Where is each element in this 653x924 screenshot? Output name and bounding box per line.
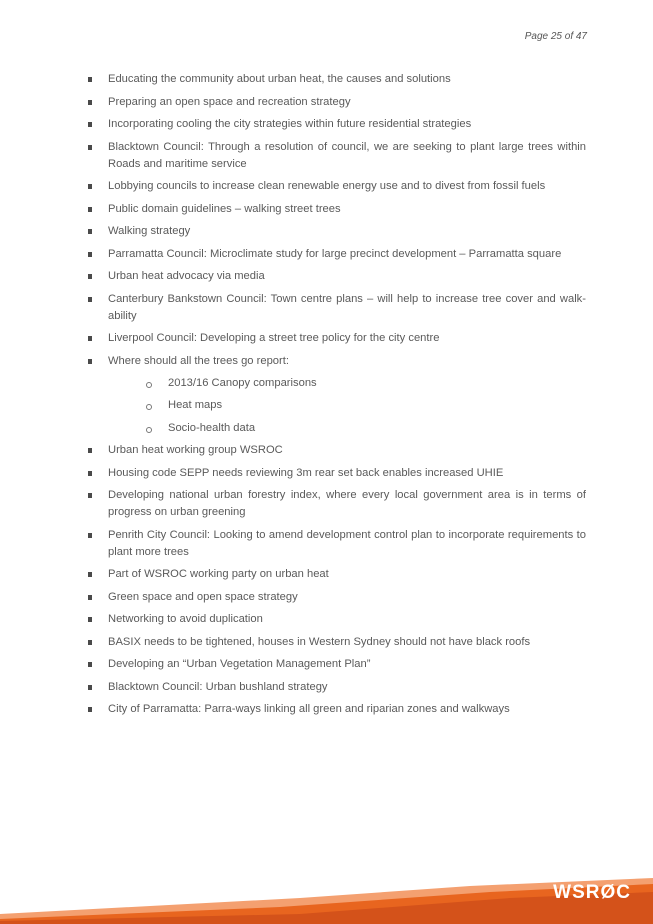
- list-item-text: City of Parramatta: Parra-ways linking all green and riparian zones and walkways: [108, 703, 510, 715]
- list-item-text: Where should all the trees go report:: [108, 354, 289, 367]
- list-item-text: Green space and open space strategy: [108, 590, 298, 603]
- list-item-text: Parramatta Council: Microclimate study for large precinct development – Parramatta square: [108, 247, 562, 260]
- list-item: [88, 679, 586, 696]
- sub-list-item-text: Heat maps: [168, 399, 223, 411]
- bullet-icon: [88, 640, 92, 645]
- list-item-text: Urban heat advocacy via media: [108, 270, 265, 282]
- list-item: [88, 442, 586, 459]
- sub-list: [108, 375, 586, 437]
- list-item: [88, 94, 586, 111]
- list-item-text: Incorporating cooling the city strategies within future residential strategies: [108, 118, 472, 130]
- bullet-icon: [88, 145, 92, 150]
- sub-list-item: [128, 397, 586, 414]
- list-item: [88, 139, 586, 173]
- list-item-text: Public domain guidelines – walking street trees: [108, 202, 341, 215]
- list-item: [88, 701, 586, 718]
- page-number: Page 25 of 47: [524, 31, 587, 42]
- bullet-icon: [88, 471, 92, 476]
- bullet-icon: [88, 252, 92, 257]
- bullet-icon: [88, 184, 92, 189]
- list-item: [88, 223, 586, 240]
- wsroc-logo: WSRØC: [553, 882, 631, 903]
- bullet-icon: [88, 617, 92, 622]
- list-item: [88, 566, 586, 583]
- bullet-icon: [88, 572, 92, 577]
- bullet-icon: [88, 207, 92, 212]
- list-item: [88, 353, 586, 437]
- bullet-icon: [88, 685, 92, 690]
- circle-bullet-icon: [146, 382, 152, 388]
- list-item: [88, 71, 586, 88]
- footer-banner: [0, 854, 653, 924]
- bullet-icon: [88, 707, 92, 712]
- list-item: [88, 201, 586, 218]
- sub-list-item-text: 2013/16 Canopy comparisons: [168, 376, 317, 389]
- bullet-icon: [88, 493, 92, 498]
- bullet-icon: [88, 448, 92, 453]
- list-item: [88, 291, 586, 325]
- bullet-icon: [88, 662, 92, 667]
- bullet-icon: [88, 595, 92, 600]
- list-item: [88, 268, 586, 285]
- bullet-list: [88, 71, 586, 724]
- list-item-text: Liverpool Council: Developing a street tree policy for the city centre: [108, 332, 440, 344]
- list-item: [88, 527, 586, 561]
- sub-list-item: [128, 375, 586, 392]
- list-item: [88, 656, 586, 673]
- list-item-text: Developing national urban forestry index, where every local government area is in terms of progress on urban greening: [108, 489, 586, 518]
- bullet-icon: [88, 77, 92, 82]
- sub-list-item-text: Socio-health data: [168, 421, 256, 434]
- list-item: [88, 178, 586, 195]
- sub-list-item: [128, 420, 586, 437]
- bullet-icon: [88, 122, 92, 127]
- list-item: [88, 611, 586, 628]
- list-item-text: Blacktown Council: Urban bushland strategy: [108, 680, 328, 693]
- list-item-text: Educating the community about urban heat, the causes and solutions: [108, 73, 451, 85]
- list-item-text: Housing code SEPP needs reviewing 3m rear set back enables increased UHIE: [108, 466, 504, 479]
- list-item-text: Networking to avoid duplication: [108, 613, 263, 625]
- list-item: [88, 589, 586, 606]
- bullet-icon: [88, 336, 92, 341]
- list-item-text: Blacktown Council: Through a resolution of council, we are seeking to plant large trees within Roads and maritime service: [108, 140, 586, 170]
- list-item-text: Developing an “Urban Vegetation Management Plan”: [108, 658, 371, 670]
- list-item: [88, 634, 586, 651]
- list-item: [88, 487, 586, 521]
- bullet-icon: [88, 533, 92, 538]
- list-item-text: Canterbury Bankstown Council: Town centre plans – will help to increase tree cover and walk-ability: [108, 292, 586, 322]
- list-item-text: Lobbying councils to increase clean renewable energy use and to divest from fossil fuels: [108, 180, 546, 192]
- list-item: [88, 465, 586, 482]
- bullet-icon: [88, 274, 92, 279]
- list-item-text: Penrith City Council: Looking to amend development control plan to incorporate requirements to plant more trees: [108, 528, 586, 558]
- bullet-icon: [88, 359, 92, 364]
- list-item: [88, 116, 586, 133]
- bullet-icon: [88, 297, 92, 302]
- list-item: [88, 330, 586, 347]
- list-item-text: Preparing an open space and recreation strategy: [108, 95, 351, 108]
- bullet-icon: [88, 229, 92, 234]
- list-item-text: Walking strategy: [108, 225, 191, 237]
- list-item-text: Part of WSROC working party on urban heat: [108, 568, 329, 580]
- circle-bullet-icon: [146, 404, 152, 410]
- list-item-text: BASIX needs to be tightened, houses in Western Sydney should not have black roofs: [108, 635, 531, 648]
- circle-bullet-icon: [146, 427, 152, 433]
- bullet-icon: [88, 100, 92, 105]
- list-item-text: Urban heat working group WSROC: [108, 444, 283, 456]
- list-item: [88, 246, 586, 263]
